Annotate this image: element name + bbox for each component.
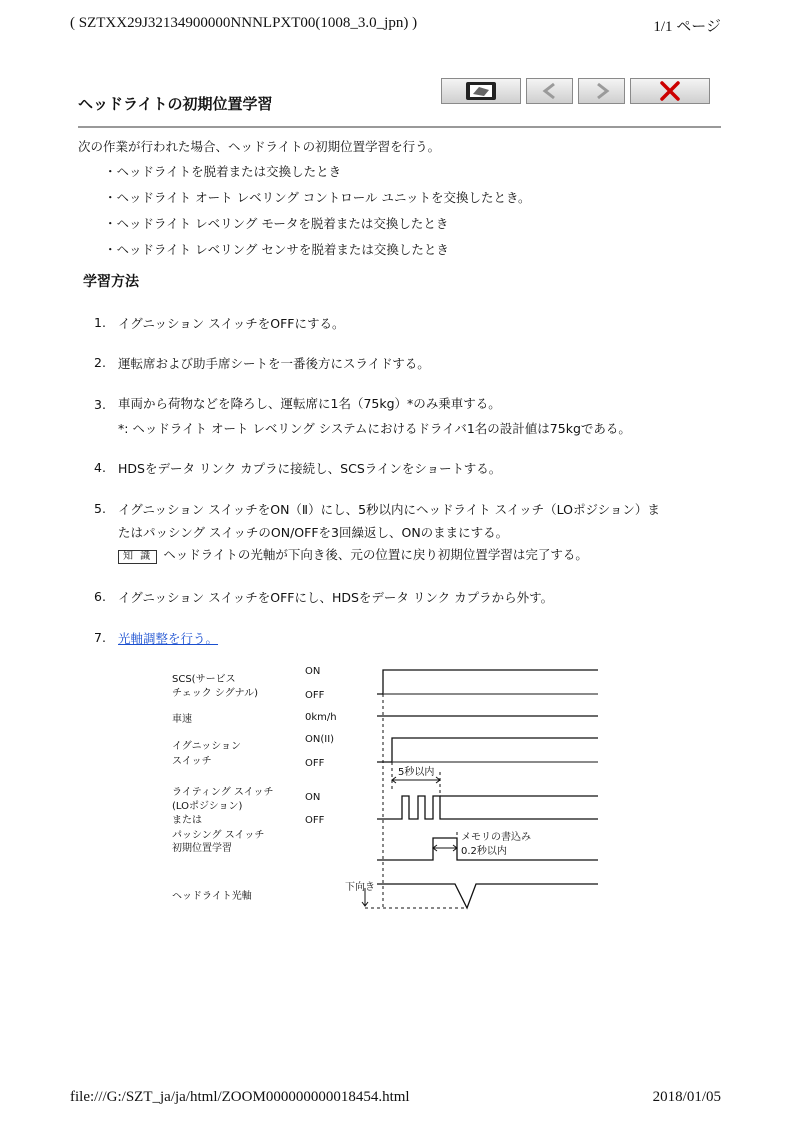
page-title: ヘッドライトの初期位置学習 [78,95,273,113]
step-note: *: ヘッドライト オート レベリング システムにおけるドライバ1名の設計値は75kgである。 [118,421,631,436]
step-number: 4. [94,460,106,475]
state-ign-off: OFF [305,758,325,769]
method-heading: 学習方法 [83,274,139,290]
label-light-1: ライティング スイッチ [172,787,274,798]
annot-memory: メモリの書込み [461,832,531,843]
state-speed: 0km/h [305,712,337,723]
state-ign-on: ON(II) [305,734,335,745]
document-id: ( SZTXX29J32134900000NNNLPXT00(1008_3.0_jpn) ) [70,15,418,31]
condition-item: ・ヘッドライト レベリング モータを脱着または交換したとき [104,216,449,231]
axis-line [377,884,598,908]
condition-item: ・ヘッドライト オート レベリング コントロール ユニットを交換したとき。 [104,190,531,205]
step-text: HDSをデータ リンク カプラに接続し、SCSラインをショートする。 [118,461,502,476]
file-path: file:///G:/SZT_ja/ja/html/ZOOM000000000018454.html [70,1089,410,1105]
label-scs-1: SCS(サービス [172,674,236,685]
label-learn: 初期位置学習 [172,843,232,854]
label-ign-2: スイッチ [172,756,212,767]
step-text: 車両から荷物などを降ろし、運転席に1名（75kg）*のみ乗車する。 [118,396,501,411]
label-speed: 車速 [172,714,192,725]
state-light-off: OFF [305,815,325,826]
state-scs-on: ON [305,666,321,677]
ignition-on-line [377,738,598,762]
label-scs-2: チェック シグナル) [172,688,259,699]
step-number: 5. [94,501,106,516]
scs-on-line [377,670,598,694]
page-number: 1/1 ページ [653,19,721,35]
step-text: 運転席および助手席シートを一番後方にスライドする。 [118,356,430,371]
step-text-cont: たはパッシング スイッチのON/OFFを3回繰返し、ONのままにする。 [118,525,509,540]
intro-text: 次の作業が行われた場合、ヘッドライトの初期位置学習を行う。 [78,139,441,154]
step-number: 7. [94,630,106,645]
print-date: 2018/01/05 [652,1089,721,1105]
headlight-aim-link[interactable]: 光軸調整を行う。 [118,631,219,646]
state-scs-off: OFF [305,690,325,701]
state-light-on: ON [305,792,321,803]
annot-down: 下向き [345,882,375,893]
point-two-arrow [433,845,457,851]
step-text: イグニッション スイッチをON（Ⅱ）にし、5秒以内にヘッドライト スイッチ（LOポジション）ま [118,502,660,517]
label-light-3: または [172,815,202,826]
annot-point-two: 0.2秒以内 [461,846,507,857]
condition-item: ・ヘッドライトを脱着または交換したとき [104,164,342,179]
annot-five-sec: 5秒以内 [398,767,435,778]
knowledge-note: ヘッドライトの光軸が下向き後、元の位置に戻り初期位置学習は完了する。 [163,547,588,562]
step-number: 1. [94,315,106,330]
condition-item: ・ヘッドライト レベリング センサを脱着または交換したとき [104,242,449,257]
step-number: 3. [94,397,106,412]
label-light-4: パッシング スイッチ [172,830,265,841]
label-axis: ヘッドライト光軸 [172,891,252,902]
label-ign-1: イグニッション [172,741,241,752]
step-text: イグニッション スイッチをOFFにし、HDSをデータ リンク カプラから外す。 [118,590,554,605]
step-number: 2. [94,355,106,370]
step-number: 6. [94,589,106,604]
knowledge-tag: 知 識 [118,550,157,564]
step-text: イグニッション スイッチをOFFにする。 [118,316,345,331]
label-light-2: (LOポジション) [172,801,243,812]
light-pulse-line [377,796,598,819]
